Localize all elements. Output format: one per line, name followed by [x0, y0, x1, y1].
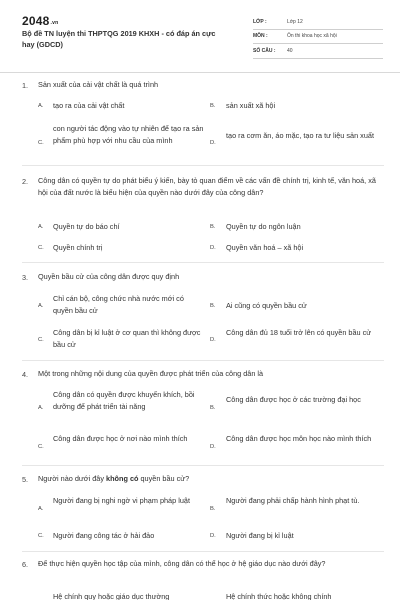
option-letter: C. — [38, 245, 44, 251]
option-letter: D. — [210, 533, 216, 539]
option-letter: C. — [38, 140, 44, 146]
meta-row-subject — [253, 30, 383, 45]
option-letter: C. — [38, 337, 44, 343]
meta-value: Lớp 12 — [287, 18, 303, 25]
meta-value: Ôn thi khoa học xã hội — [287, 33, 337, 40]
option-a[interactable]: Người đang bị nghi ngờ vi phạm pháp luật — [53, 496, 190, 505]
option-c[interactable]: Công dân được học ở nơi nào mình thích — [53, 434, 188, 443]
option-letter: B. — [210, 103, 216, 109]
option-b[interactable]: Quyền tự do ngôn luận — [226, 222, 301, 231]
option-letter: B. — [210, 303, 216, 309]
question-text: Quyền bầu cử của công dân được quy định — [38, 272, 180, 281]
option-a[interactable]: Chỉ cán bộ, công chức nhà nước mới có quyền bầu cử — [53, 294, 184, 315]
option-a[interactable]: Công dân có quyền được khuyến khích, bồi dưỡng để phát triển tài năng — [53, 390, 195, 411]
option-a[interactable]: Hệ chính quy hoặc giáo dục thường — [53, 592, 170, 600]
option-c[interactable]: Công dân bị kỉ luật ở cơ quan thì không được bầu cử — [53, 328, 201, 349]
option-letter: A. — [38, 103, 44, 109]
site-logo[interactable] — [22, 14, 58, 28]
meta-value: 40 — [287, 47, 293, 54]
question-number: 5. — [22, 475, 29, 484]
question-number: 1. — [22, 81, 29, 90]
option-b[interactable]: sản xuất xã hội — [226, 101, 276, 110]
question-text: Công dân có quyền tự do phát biểu ý kiến, bày tỏ quan điểm về các vấn đề chính trị, kinh tế, văn hoá, xã hội của đất nước là biểu hiện của quyền nào dưới đây của công dân? — [38, 176, 376, 197]
document-title: Bộ đề TN luyện thi THPTQG 2019 KHXH - có đáp án cực hay (GDCD) — [22, 29, 216, 49]
option-c[interactable]: con người tác động vào tự nhiên để tạo ra sản phẩm phù hợp với nhu cầu của mình — [53, 124, 204, 145]
option-letter: D. — [210, 245, 216, 251]
question-divider — [22, 360, 384, 361]
logo-tld: .vn — [50, 20, 59, 26]
option-letter: D. — [210, 444, 216, 450]
option-letter: D. — [210, 337, 216, 343]
option-letter: D. — [210, 140, 216, 146]
question-divider — [22, 262, 384, 263]
option-b[interactable]: Công dân được học ở các trường đại học — [226, 395, 361, 404]
option-c[interactable]: Người đang công tác ở hải đảo — [53, 531, 155, 540]
meta-row-class — [253, 15, 383, 30]
question-text-part: Người nào dưới đây — [38, 474, 107, 483]
question-text-part: quyền bầu cử? — [138, 474, 190, 483]
question-divider — [22, 465, 384, 466]
meta-key: MÔN : — [253, 33, 268, 40]
option-b[interactable]: Hệ chính thức hoặc không chính — [226, 592, 332, 600]
option-letter: B. — [210, 224, 216, 230]
question-text: Một trong những nội dung của quyền được phát triển của công dân là — [38, 369, 264, 378]
question-divider — [22, 551, 384, 552]
logo-main: 2048 — [22, 14, 50, 28]
option-letter: A. — [38, 224, 44, 230]
option-d[interactable]: tạo ra cơm ăn, áo mặc, tạo ra tư liệu sản xuất — [226, 131, 374, 140]
question-divider — [22, 165, 384, 166]
question-number: 3. — [22, 273, 29, 282]
option-letter: A. — [38, 405, 44, 411]
option-letter: C. — [38, 533, 44, 539]
option-letter: B. — [210, 405, 216, 411]
option-letter: A. — [38, 303, 44, 309]
option-d[interactable]: Công dân đủ 18 tuổi trở lên có quyền bầu cử — [226, 328, 372, 337]
option-letter: B. — [210, 506, 216, 512]
meta-row-count — [253, 44, 383, 59]
question-text: Để thực hiện quyền học tập của mình, công dân có thể học ở hệ giáo dục nào dưới đây? — [38, 559, 326, 568]
question-number: 6. — [22, 560, 29, 569]
question-number: 4. — [22, 370, 29, 379]
option-d[interactable]: Công dân được học môn học nào mình thích — [226, 434, 372, 443]
question-text — [38, 473, 383, 485]
option-a[interactable]: Quyền tự do báo chí — [53, 222, 120, 231]
document-header — [0, 0, 400, 70]
option-letter: A. — [38, 506, 44, 512]
document-meta — [253, 15, 383, 59]
meta-key: LỚP : — [253, 18, 267, 25]
option-letter: C. — [38, 444, 44, 450]
option-d[interactable]: Người đang bị kỉ luật — [226, 531, 294, 540]
option-a[interactable]: tạo ra của cải vật chất — [53, 101, 125, 110]
question-text-emphasis: không có — [106, 474, 139, 483]
question-number: 2. — [22, 177, 29, 186]
option-c[interactable]: Quyền chính trị — [53, 243, 103, 252]
meta-key: SỐ CÂU : — [253, 47, 276, 54]
option-b[interactable]: Người đang phải chấp hành hình phạt tù. — [226, 496, 360, 505]
header-divider — [0, 72, 400, 73]
question-text: Sản xuất của cải vật chất là quá trình — [38, 80, 159, 89]
option-b[interactable]: Ai cũng có quyền bầu cử — [226, 301, 307, 310]
option-d[interactable]: Quyền văn hoá – xã hội — [226, 243, 304, 252]
